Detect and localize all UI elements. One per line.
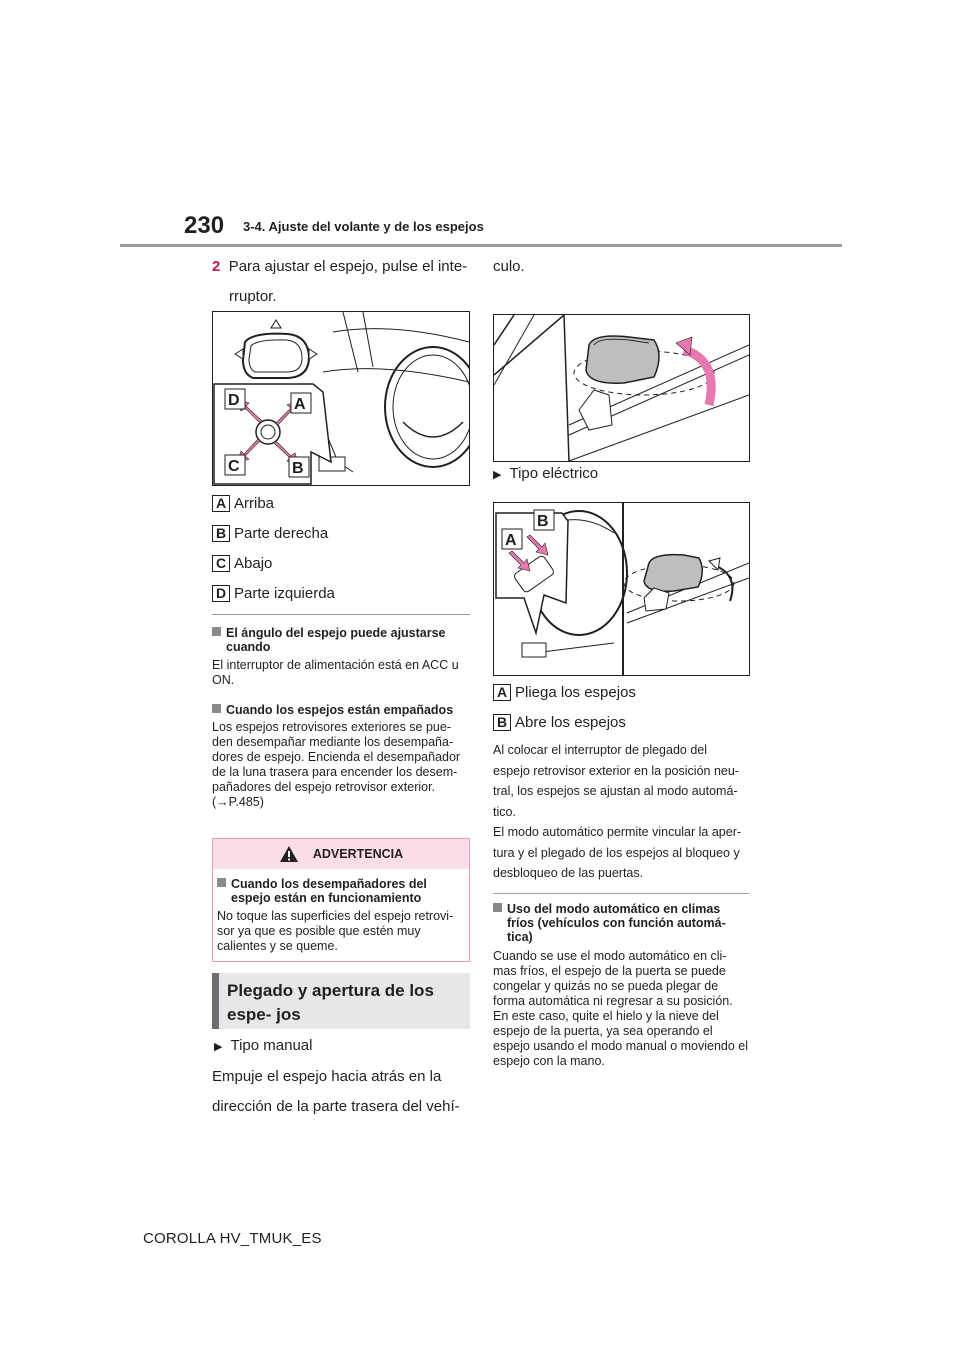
legend-text: Parte derecha: [234, 524, 329, 542]
legend-letter: D: [212, 585, 230, 602]
text-line: desbloqueo de las puertas.: [493, 866, 644, 880]
warning-header: [213, 839, 469, 869]
legend-text: Abre los espejos: [515, 713, 626, 731]
legend-text: Abajo: [234, 554, 273, 572]
legend-text: Pliega los espejos: [515, 683, 636, 701]
step-number: 2: [212, 258, 221, 275]
warning-icon: [279, 845, 299, 863]
section-heading: Plegado y apertura de los espe- jos: [212, 973, 470, 1029]
legend-letter: B: [493, 714, 511, 731]
note-cold-climate: [493, 902, 749, 1069]
legend-text: Arriba: [234, 494, 275, 512]
figure3-label-a: A: [505, 532, 517, 549]
text-line: tura y el plegado de los espejos al bloqueo y: [493, 845, 740, 860]
text-line: tico.: [493, 804, 516, 819]
square-bullet-icon: [212, 627, 221, 636]
legend-item-d: [212, 578, 470, 608]
note-title: Uso del modo automático en climas fríos (vehículos con función automá- tica): [507, 902, 726, 944]
note-text: El interruptor de alimentación está en ACC u ON.: [212, 658, 459, 687]
section-title: 3-4. Ajuste del volante y de los espejos: [243, 219, 484, 234]
warning-text: No toque las superficies del espejo retrovi- sor ya que es posible que estén muy calientes y se queme.: [217, 909, 454, 953]
step-text-line-2: rruptor.: [229, 288, 277, 305]
warning-box: [212, 838, 470, 962]
figure1-label-a: A: [294, 396, 306, 413]
mirror-switch-figure: [212, 311, 470, 486]
square-bullet-icon: [212, 704, 221, 713]
warning-title: Cuando los desempañadores del espejo están en funcionamiento: [231, 877, 427, 905]
text-line: Al colocar el interruptor de plegado del: [493, 743, 708, 757]
figure3-label-b: B: [537, 513, 549, 530]
manual-text-line-2: dirección de la parte trasera del vehí-: [212, 1098, 460, 1115]
auto-mode-paragraph: [493, 740, 749, 884]
electric-label: Tipo eléctrico: [509, 465, 599, 482]
text-line: tral, los espejos se ajustan al modo automá-: [493, 784, 738, 798]
text-line: espejo retrovisor exterior en la posición neu-: [493, 763, 739, 778]
square-bullet-icon: [217, 878, 226, 887]
divider: [212, 614, 470, 615]
triangle-bullet-icon: ▶: [214, 1041, 223, 1053]
electric-type: [493, 459, 749, 490]
note-title: El ángulo del espejo puede ajustarse cuando: [226, 626, 446, 654]
page-reference: (→P.485): [212, 795, 264, 809]
legend-item-b: [493, 707, 749, 737]
header-rule: [120, 244, 842, 247]
manual-fold-figure: [493, 314, 750, 462]
legend-letter: A: [493, 684, 511, 701]
manual-label: Tipo manual: [230, 1037, 313, 1054]
manual-text-line-1: Empuje el espejo hacia atrás en la: [212, 1068, 442, 1085]
legend-letter: C: [212, 555, 230, 572]
note-text: Los espejos retrovisores exteriores se pue- den desempañar mediante los desempaña- dores de espejo. Encienda el desempañador de la luna trasera para encender los desem- pañadores del espejo retrovisor exterior.: [212, 720, 461, 794]
footer-model-code: COROLLA HV_TMUK_ES: [143, 1230, 322, 1247]
legend-letter: A: [212, 495, 230, 512]
note-fogged: [212, 703, 470, 810]
triangle-bullet-icon: ▶: [493, 469, 502, 481]
step-2: [212, 252, 470, 312]
legend-item-b: [212, 518, 470, 548]
manual-type: [212, 1031, 470, 1122]
legend-item-c: [212, 548, 470, 578]
legend-item-a: [212, 488, 470, 518]
legend-letter: B: [212, 525, 230, 542]
warning-label: ADVERTENCIA: [312, 847, 404, 861]
continuation-text: culo.: [493, 258, 525, 275]
note-text: Cuando se use el modo automático en cli- mas fríos, el espejo de la puerta se puede congelar y quizás no se pueda plegar de forma automática ni regresar a su posición. En este caso, quite el hielo y la nieve del espejo de la puerta, ya sea operando el espejo usando el modo manual o moviendo el espejo con la mano.: [493, 949, 749, 1068]
fold-legend: [493, 677, 749, 737]
square-bullet-icon: [493, 903, 502, 912]
step-text-line-1: Para ajustar el espejo, pulse el inte-: [228, 258, 468, 275]
figure1-label-d: D: [228, 392, 240, 409]
page-number: 230: [184, 212, 225, 239]
text-line: El modo automático permite vincular la aper-: [493, 825, 742, 839]
divider: [493, 893, 749, 894]
note-angle: [212, 626, 470, 688]
legend-text: Parte izquierda: [234, 584, 335, 602]
figure1-label-c: C: [228, 458, 240, 475]
note-title: Cuando los espejos están empañados: [226, 703, 454, 717]
legend-item-a: [493, 677, 749, 707]
direction-legend: [212, 488, 470, 608]
electric-fold-figure: [493, 502, 750, 676]
figure1-label-b: B: [292, 460, 304, 477]
